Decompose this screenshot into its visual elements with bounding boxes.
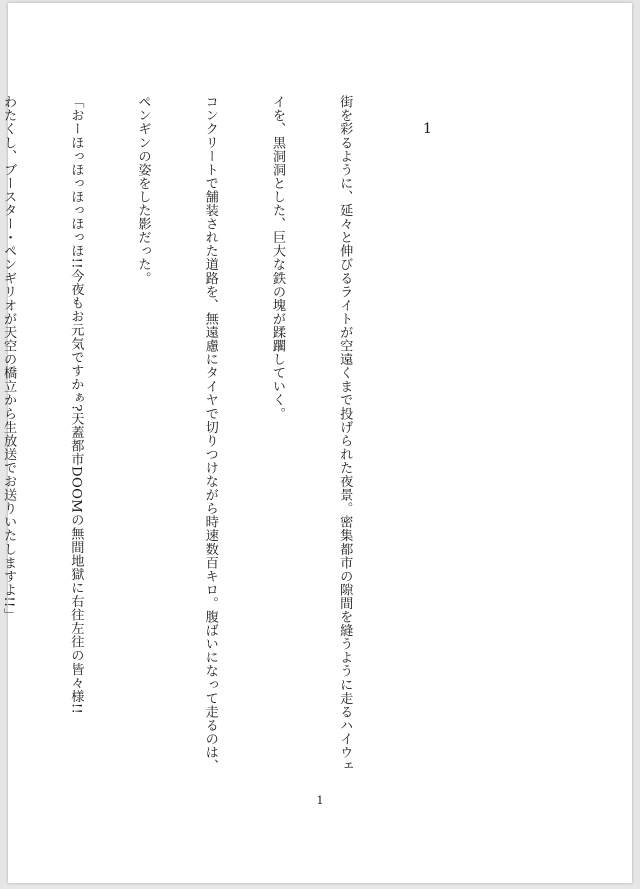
text-line: 街を彩るように、延々と伸びるライトが空遠くまで投げられた夜景。密集都市の隙間を縫うように走るハイウェ <box>337 95 353 773</box>
chapter-number: 1 <box>423 121 432 137</box>
text-line: ペンギンの姿をした影だった。 <box>135 95 151 285</box>
text-line: 「おーほっほっほっほっほ!!今夜もお元気ですかぁ?天蓋都市DOOMの無間地獄に右往左往の皆々様!! <box>68 95 84 715</box>
text-line: コンクリートで舗装された道路を、無遠慮にタイヤで切りつけながら時速数百キロ。腹ばいになって走るのは、 <box>202 95 218 773</box>
text-line: イを、黒洞洞とした、巨大な鉄の塊が蹂躙していく。 <box>269 95 285 421</box>
document-page <box>1 3 632 883</box>
body-text <box>0 95 400 785</box>
text-line: わたくし、ブースター・ペンギリオが天空の橋立から生放送でお送りいたしますよ!!」 <box>1 95 17 622</box>
page-number: 1 <box>316 794 324 807</box>
